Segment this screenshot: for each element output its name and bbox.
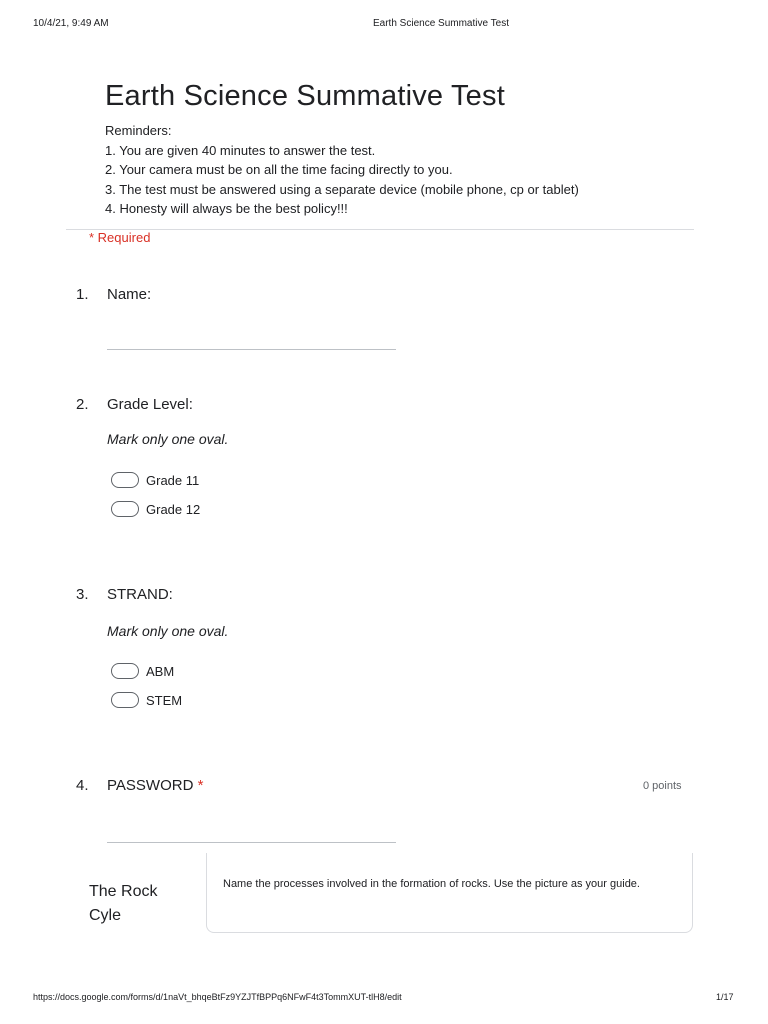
reminder-item: 3. The test must be answered using a separate device (mobile phone, cp or tablet) (105, 181, 579, 197)
print-page-number: 1/17 (716, 992, 734, 1002)
question-name-label: Name: (107, 286, 152, 303)
points-label: 0 points (643, 780, 682, 792)
radio-oval[interactable] (111, 692, 139, 708)
section-title (89, 880, 157, 928)
option-label: STEM (146, 692, 183, 708)
reminder-item: 1. You are given 40 minutes to answer the test. (105, 142, 376, 158)
option-label: Grade 11 (146, 472, 200, 488)
option-grade-11[interactable] (111, 471, 199, 489)
form-title: Earth Science Summative Test (105, 80, 505, 112)
form-description (105, 121, 579, 219)
option-abm[interactable] (111, 662, 174, 680)
header-divider (66, 229, 694, 230)
question-hint: Mark only one oval. (107, 623, 229, 639)
section-title-line: Cyle (89, 907, 122, 924)
password-answer-field[interactable] (107, 842, 396, 843)
option-grade-12[interactable] (111, 500, 200, 518)
reminders-heading: Reminders: (105, 123, 172, 138)
question-number: 4. (76, 777, 89, 794)
question-strand-label: STRAND: (107, 586, 173, 603)
reminder-item: 4. Honesty will always be the best policy!!! (105, 201, 348, 216)
question-number: 3. (76, 586, 89, 603)
question-password-label (107, 777, 203, 794)
required-note: * Required (89, 230, 151, 245)
name-answer-field[interactable] (107, 349, 396, 350)
option-label: ABM (146, 663, 175, 679)
question-number: 2. (76, 396, 89, 413)
question-grade-level-label: Grade Level: (107, 396, 193, 413)
print-doc-title: Earth Science Summative Test (373, 18, 509, 29)
option-stem[interactable] (111, 691, 182, 709)
section-title-line: The Rock (89, 883, 158, 900)
question-number: 1. (76, 286, 89, 303)
section-description: Name the processes involved in the formation of rocks. Use the picture as your guide. (223, 878, 640, 890)
print-datetime: 10/4/21, 9:49 AM (33, 18, 109, 29)
print-url: https://docs.google.com/forms/d/1naVt_bhqeBtFz9YZJTfBPPq6NFwF4t3TommXUT-tlH8/edit (33, 992, 402, 1002)
question-hint: Mark only one oval. (107, 431, 229, 447)
section-description-card (206, 853, 693, 933)
radio-oval[interactable] (111, 501, 139, 517)
radio-oval[interactable] (111, 472, 139, 488)
required-asterisk: * (197, 777, 204, 794)
radio-oval[interactable] (111, 663, 139, 679)
reminder-item: 2. Your camera must be on all the time facing directly to you. (105, 162, 453, 177)
question-text: PASSWORD (107, 777, 194, 794)
option-label: Grade 12 (146, 501, 201, 517)
